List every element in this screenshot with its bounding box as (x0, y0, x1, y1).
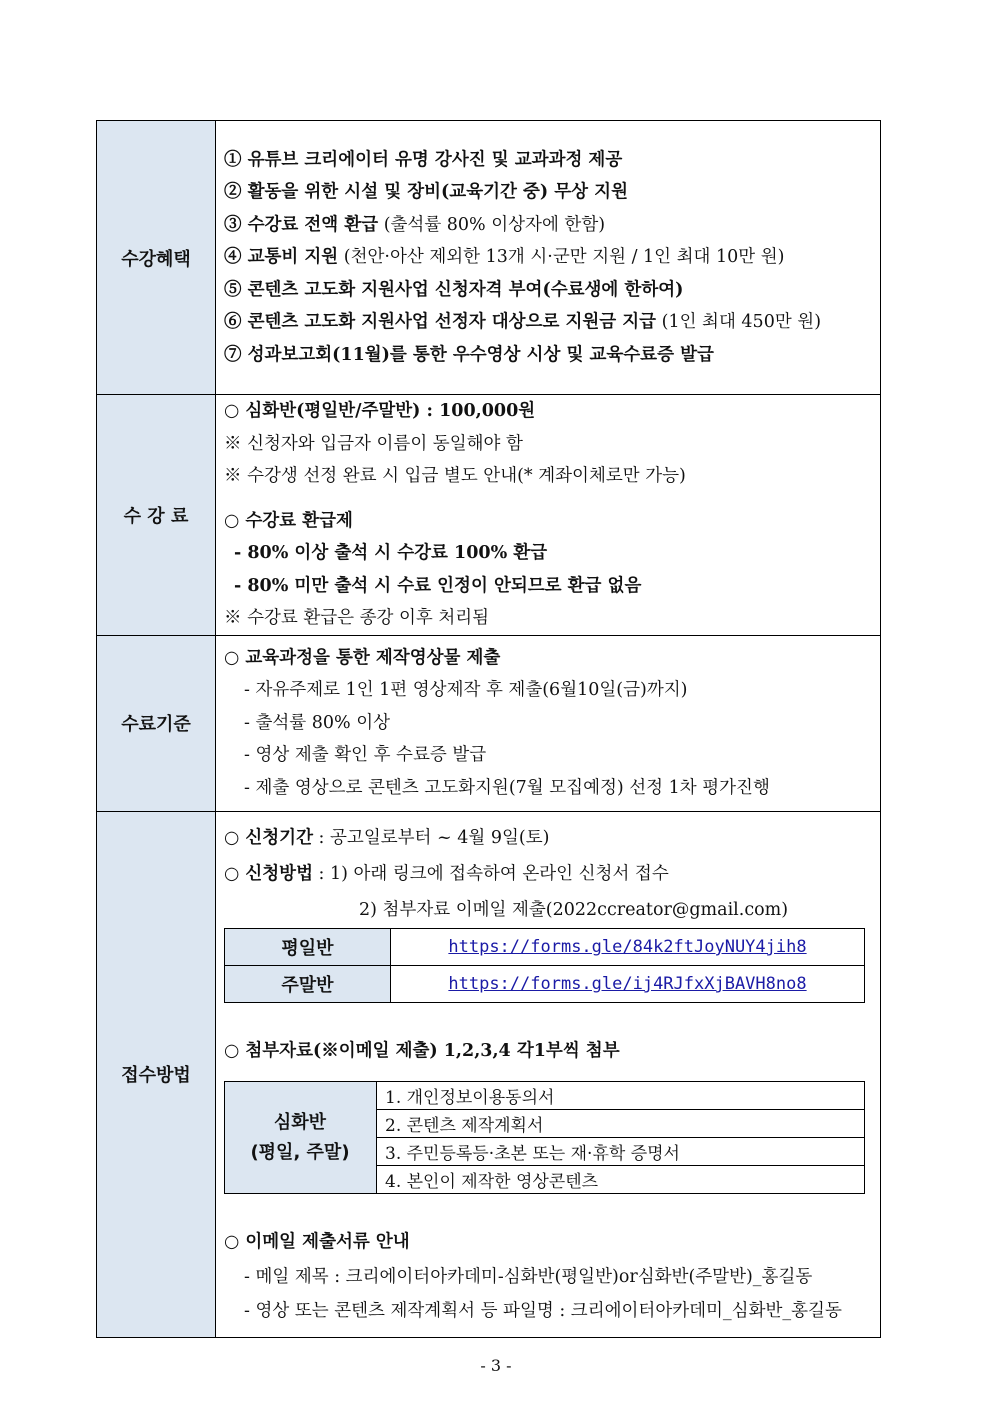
refund-item: - 80% 이상 출석 시 수강료 100% 환급 (234, 543, 548, 563)
page-number: - 3 - (480, 1356, 512, 1375)
attach-doc: 1. 개인정보이용동의서 (377, 1082, 865, 1110)
completion-title: ○ 교육과정을 통한 제작영상물 제출 (224, 647, 501, 668)
refund-note: ※ 수강료 환급은 종강 이후 처리됨 (224, 608, 490, 628)
link-class-label: 평일반 (225, 929, 391, 966)
fee-note: ※ 신청자와 입금자 이름이 동일해야 함 (224, 433, 523, 454)
fee-label: 수 강 료 (97, 395, 216, 636)
benefit-item: ⑤ 콘텐츠 고도화 지원사업 신청자격 부여(수료생에 한하여) (224, 279, 684, 300)
refund-title: ○ 수강료 환급제 (224, 510, 353, 531)
form-link[interactable]: https://forms.gle/84k2ftJoyNUY4jih8 (391, 929, 865, 966)
completion-item: - 영상 제출 확인 후 수료증 발급 (244, 745, 487, 766)
benefits-content (216, 121, 881, 395)
link-row (225, 929, 865, 966)
apply-method-email: 2) 첨부자료 이메일 제출(2022ccreator@gmail.com) (359, 900, 789, 920)
attach-class-label: 심화반 (평일, 주말) (225, 1082, 377, 1194)
attach-doc: 3. 주민등록등·초본 또는 재·휴학 증명서 (377, 1138, 865, 1166)
link-row (225, 966, 865, 1003)
benefit-item: ④ 교통비 지원 (천안·아산 제외한 13개 시·군만 지원 / 1인 최대 10만 원) (224, 247, 785, 268)
completion-row (97, 635, 881, 811)
benefit-item: ⑦ 성과보고회(11월)를 통한 우수영상 시상 및 교육수료증 발급 (224, 344, 714, 365)
benefits-row (97, 121, 881, 395)
apply-method: ○ 신청방법 : 1) 아래 링크에 접속하여 온라인 신청서 접수 (224, 864, 669, 884)
fee-row (97, 395, 881, 636)
refund-item: - 80% 미만 출석 시 수료 인정이 안되므로 환급 없음 (234, 575, 642, 596)
email-title: ○ 이메일 제출서류 안내 (224, 1232, 410, 1252)
benefit-item: ⑥ 콘텐츠 고도화 지원사업 선정자 대상으로 지원금 지급 (1인 최대 450만 원) (224, 312, 822, 333)
form-link[interactable]: https://forms.gle/ij4RJfxXjBAVH8no8 (391, 966, 865, 1003)
benefits-label: 수강혜택 (97, 121, 216, 395)
attach-doc: 4. 본인이 제작한 영상콘텐츠 (377, 1166, 865, 1194)
benefit-item: ② 활동을 위한 시설 및 장비(교육기간 중) 무상 지원 (224, 182, 628, 203)
link-table (224, 928, 865, 1003)
completion-item: - 자유주제로 1인 1편 영상제작 후 제출(6월10일(금)까지) (244, 680, 688, 701)
apply-period: ○ 신청기간 : 공고일로부터 ~ 4월 9일(토) (224, 828, 550, 848)
email-item: - 영상 또는 콘텐츠 제작계획서 등 파일명 : 크리에이터아카데미_심화반_홍길동 (244, 1301, 842, 1321)
link-class-label: 주말반 (225, 966, 391, 1003)
attach-title: ○ 첨부자료(※이메일 제출) 1,2,3,4 각1부씩 첨부 (224, 1041, 620, 1061)
completion-item: - 출석률 80% 이상 (244, 712, 391, 733)
email-item: - 메일 제목 : 크리에이터아카데미-심화반(평일반)or심화반(주말반)_홍길동 (244, 1267, 813, 1287)
attach-table (224, 1081, 865, 1194)
info-table (96, 120, 881, 1338)
completion-content (216, 635, 881, 811)
fee-content (216, 395, 881, 636)
completion-item: - 제출 영상으로 콘텐츠 고도화지원(7월 모집예정) 선정 1차 평가진행 (244, 777, 770, 798)
benefit-item: ③ 수강료 전액 환급 (출석률 80% 이상자에 한함) (224, 214, 606, 235)
completion-label: 수료기준 (97, 635, 216, 811)
fee-note: ※ 수강생 선정 완료 시 입금 별도 안내(* 계좌이체로만 가능) (224, 466, 686, 486)
apply-label: 접수방법 (97, 811, 216, 1337)
attach-doc: 2. 콘텐츠 제작계획서 (377, 1110, 865, 1138)
apply-row (97, 811, 881, 1337)
apply-content (216, 811, 881, 1337)
benefit-item: ① 유튜브 크리에이터 유명 강사진 및 교과과정 제공 (224, 149, 623, 170)
fee-class-line: ○ 심화반(평일반/주말반) : 100,000원 (224, 401, 536, 421)
